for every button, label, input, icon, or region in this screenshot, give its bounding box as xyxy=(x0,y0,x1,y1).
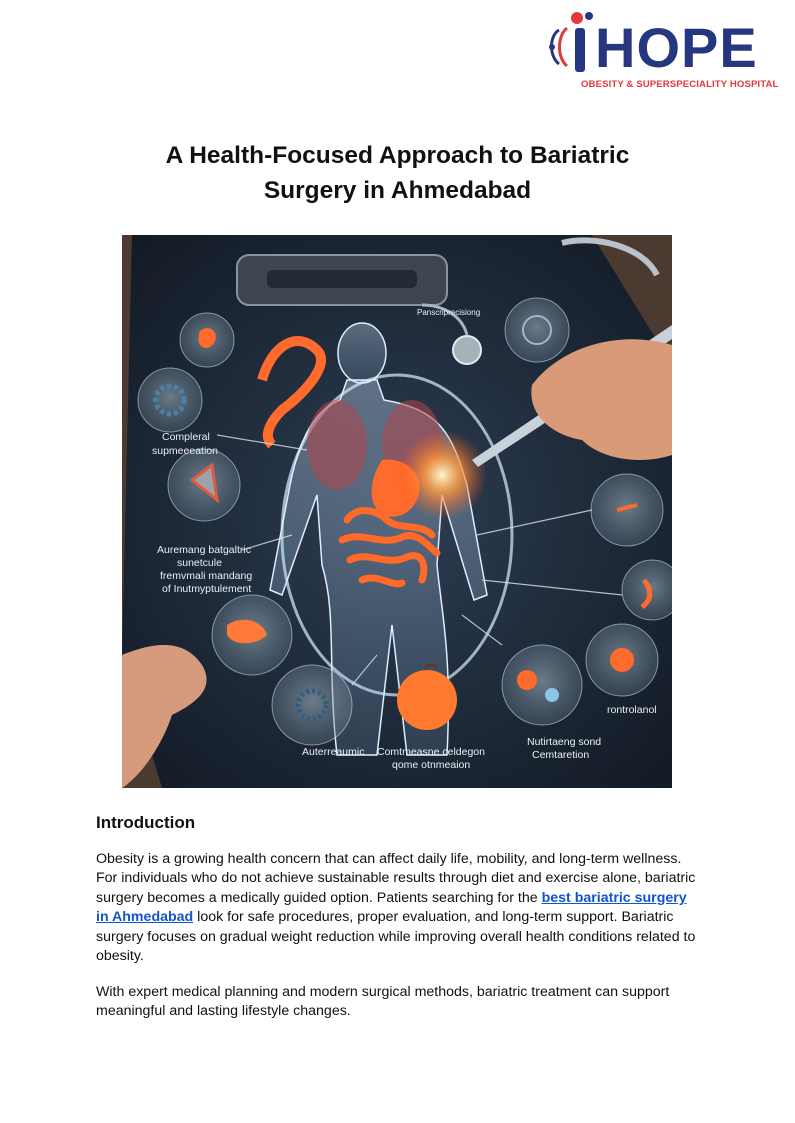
title-line-2: Surgery in Ahmedabad xyxy=(263,177,532,204)
hero-label-b4: of Inutmyptulement xyxy=(162,583,252,595)
intro-paragraph-2: With expert medical planning and modern surgical methods, bariatric treatment can support meaningful and lasting lifestyle changes. xyxy=(96,984,670,1020)
hero-label-d1: Auterreaumic xyxy=(302,746,365,758)
hero-illustration xyxy=(122,235,672,788)
stethoscope-icon xyxy=(453,336,481,364)
logo-tagline: OBESITY & SUPERSPECIALITY HOSPITAL xyxy=(581,79,779,90)
hero-label-f1: Nutirtaeng sond xyxy=(527,736,602,748)
document-title xyxy=(100,138,695,208)
hospital-logo xyxy=(545,8,779,93)
stomach-glow xyxy=(397,430,487,520)
hero-label-b1: Auremang batgaltric xyxy=(157,544,251,556)
hero-label-g: rontrolanol xyxy=(607,704,657,716)
introduction-heading: Introduction xyxy=(96,813,196,832)
logo-wordmark: HOPE xyxy=(595,16,758,79)
title-line-1: A Health-Focused Approach to Bariatric xyxy=(165,142,630,169)
hero-label-a2: supmeeeation xyxy=(152,445,218,457)
hero-label-b3: fremvmali mandang xyxy=(160,570,253,582)
hero-label-f2: Cemtaretion xyxy=(532,749,590,761)
hero-label-e2: qome otnmeaion xyxy=(392,759,471,771)
intro-paragraph-1 xyxy=(96,850,696,966)
intro-p1-text-a: Obesity is a growing health concern that can affect daily life, mobility, and long-term wellness. For individuals who do not achieve sustainable results through diet and exercise alone, bariatric surgery becomes a medically guided option. Patients searching for the xyxy=(96,851,696,906)
hero-label-b2: sunetcule xyxy=(177,557,222,569)
hero-label-e1: Comtmeasne celdegon xyxy=(377,746,485,758)
intro-p1-text-b: look for safe procedures, proper evaluation, and long-term support. Bariatric surgery focuses on gradual weight reduction while improving overall health conditions related to obesity. xyxy=(96,909,696,965)
hero-label-a1: Compleral xyxy=(162,431,210,443)
hero-label-c: Panscriprecisiong xyxy=(417,308,481,317)
best-bariatric-surgery-link[interactable]: best bariatric surgery in Ahmedabad xyxy=(96,889,687,926)
